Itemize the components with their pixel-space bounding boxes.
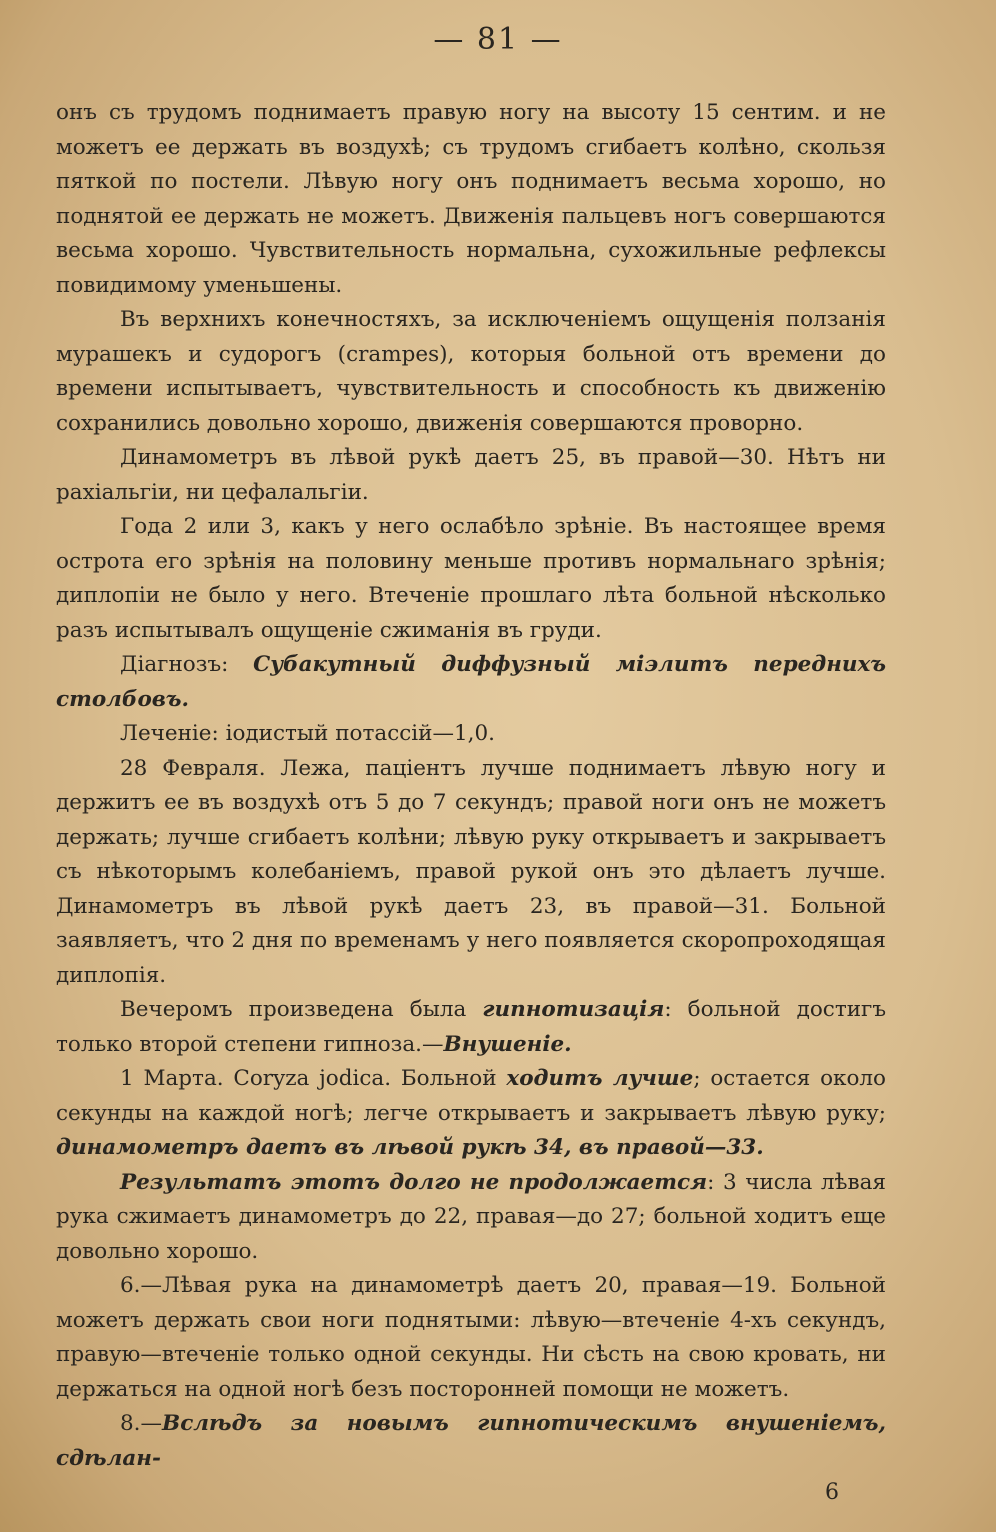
text-run: Леченіе: іодистый потассій—1,0.: [120, 721, 496, 746]
paragraph: [56, 752, 886, 994]
paragraph: [56, 1062, 886, 1166]
paragraph: [56, 96, 886, 303]
emphasized-text: Вслѣдъ за новымъ гипнотическимъ внушеніемъ, сдѣлан-: [56, 1411, 886, 1471]
paragraph: [56, 993, 886, 1062]
text-run: ; остается около секунды на каждой ногѣ; легче открываетъ и закрываетъ лѣвую руку;: [56, 1066, 886, 1126]
paragraph: [56, 441, 886, 510]
emphasized-text: Внушеніе.: [443, 1031, 572, 1057]
paragraph: [56, 510, 886, 648]
emphasized-text: гипнотизація: [482, 997, 665, 1022]
text-run: онъ съ трудомъ поднимаетъ правую ногу на высоту 15 сентим. и не можетъ ее держать въ воздухѣ; съ трудомъ сгибаетъ колѣно, скользя пяткой по постели. Лѣвую ногу онъ поднимаетъ весьма хорошо, но поднятой ее держать не можетъ. Движенія пальцевъ ногъ совершаются весьма хорошо. Чувствительность нормальна, сухожильные рефлексы повидимому уменьшены.: [56, 100, 886, 298]
text-run: Въ верхнихъ конечностяхъ, за исключеніемъ ощущенія ползанія мурашекъ и судорогъ (crampes), которыя больной отъ времени до времени испытываетъ, чувствительность и способность къ движенію сохранились довольно хорошо, движенія совершаются проворно.: [56, 307, 886, 436]
text-run: : больной достигъ только второй степени гипноза.—: [56, 997, 886, 1057]
text-run: 1 Марта. Coryza jodica. Больной: [120, 1066, 507, 1091]
signature-mark: 6: [825, 1480, 839, 1505]
paragraph: [56, 303, 886, 441]
emphasized-text: ходитъ лучше: [506, 1066, 694, 1091]
text-run: : 3 числа лѣвая рука сжимаетъ динамометръ до 22, правая—до 27; больной ходитъ еще довольно хорошо.: [56, 1169, 886, 1264]
text-run: Года 2 или 3, какъ у него ослабѣло зрѣніе. Въ настоящее время острота его зрѣнія на половину меньше противъ нормальнаго зрѣнія; диплопіи не было у него. Втеченіе прошлаго лѣта больной нѣсколько разъ испытывалъ ощущеніе сжиманія въ груди.: [56, 514, 886, 643]
paragraph: [56, 648, 886, 717]
emphasized-text: Субакутный диффузный міэлитъ переднихъ столбовъ.: [56, 652, 886, 712]
paragraph: [56, 1166, 886, 1270]
paragraph: [56, 1269, 886, 1407]
page-number: — 81 —: [433, 22, 563, 57]
text-run: 8.—: [120, 1411, 163, 1436]
text-run: 6.—Лѣвая рука на динамометрѣ даетъ 20, правая—19. Больной можетъ держать свои ноги поднятыми: лѣвую—втеченіе 4-хъ секундъ, правую—втеченіе только одной секунды. Ни сѣсть на свою кровать, ни держаться на одной ногѣ безъ посторонней помощи не можетъ.: [56, 1273, 886, 1402]
emphasized-text: динамометръ даетъ въ лѣвой рукѣ 34, въ правой—33.: [56, 1135, 764, 1160]
paragraph: [56, 717, 886, 752]
emphasized-text: Результатъ этотъ долго не продолжается: [120, 1169, 708, 1195]
text-run: 28 Февраля. Лежа, паціентъ лучше поднимаетъ лѣвую ногу и держитъ ее въ воздухѣ отъ 5 до 7 секундъ; правой ноги онъ не можетъ держать; лучше сгибаетъ колѣни; лѣвую руку открываетъ и закрываетъ съ нѣкоторымъ колебаніемъ, правой рукой онъ это дѣлаетъ лучше. Динамометръ въ лѣвой рукѣ даетъ 23, въ правой—31. Больной заявляетъ, что 2 дня по временамъ у него появляется скоропроходящая диплопія.: [56, 755, 886, 988]
paragraph: [56, 1407, 886, 1476]
text-run: Динамометръ въ лѣвой рукѣ даетъ 25, въ правой—30. Нѣтъ ни рахіальгіи, ни цефалальгіи.: [56, 445, 886, 505]
text-run: Вечеромъ произведена была: [120, 997, 483, 1022]
text-run: Діагнозъ:: [120, 652, 254, 677]
body-text: [56, 96, 886, 1476]
